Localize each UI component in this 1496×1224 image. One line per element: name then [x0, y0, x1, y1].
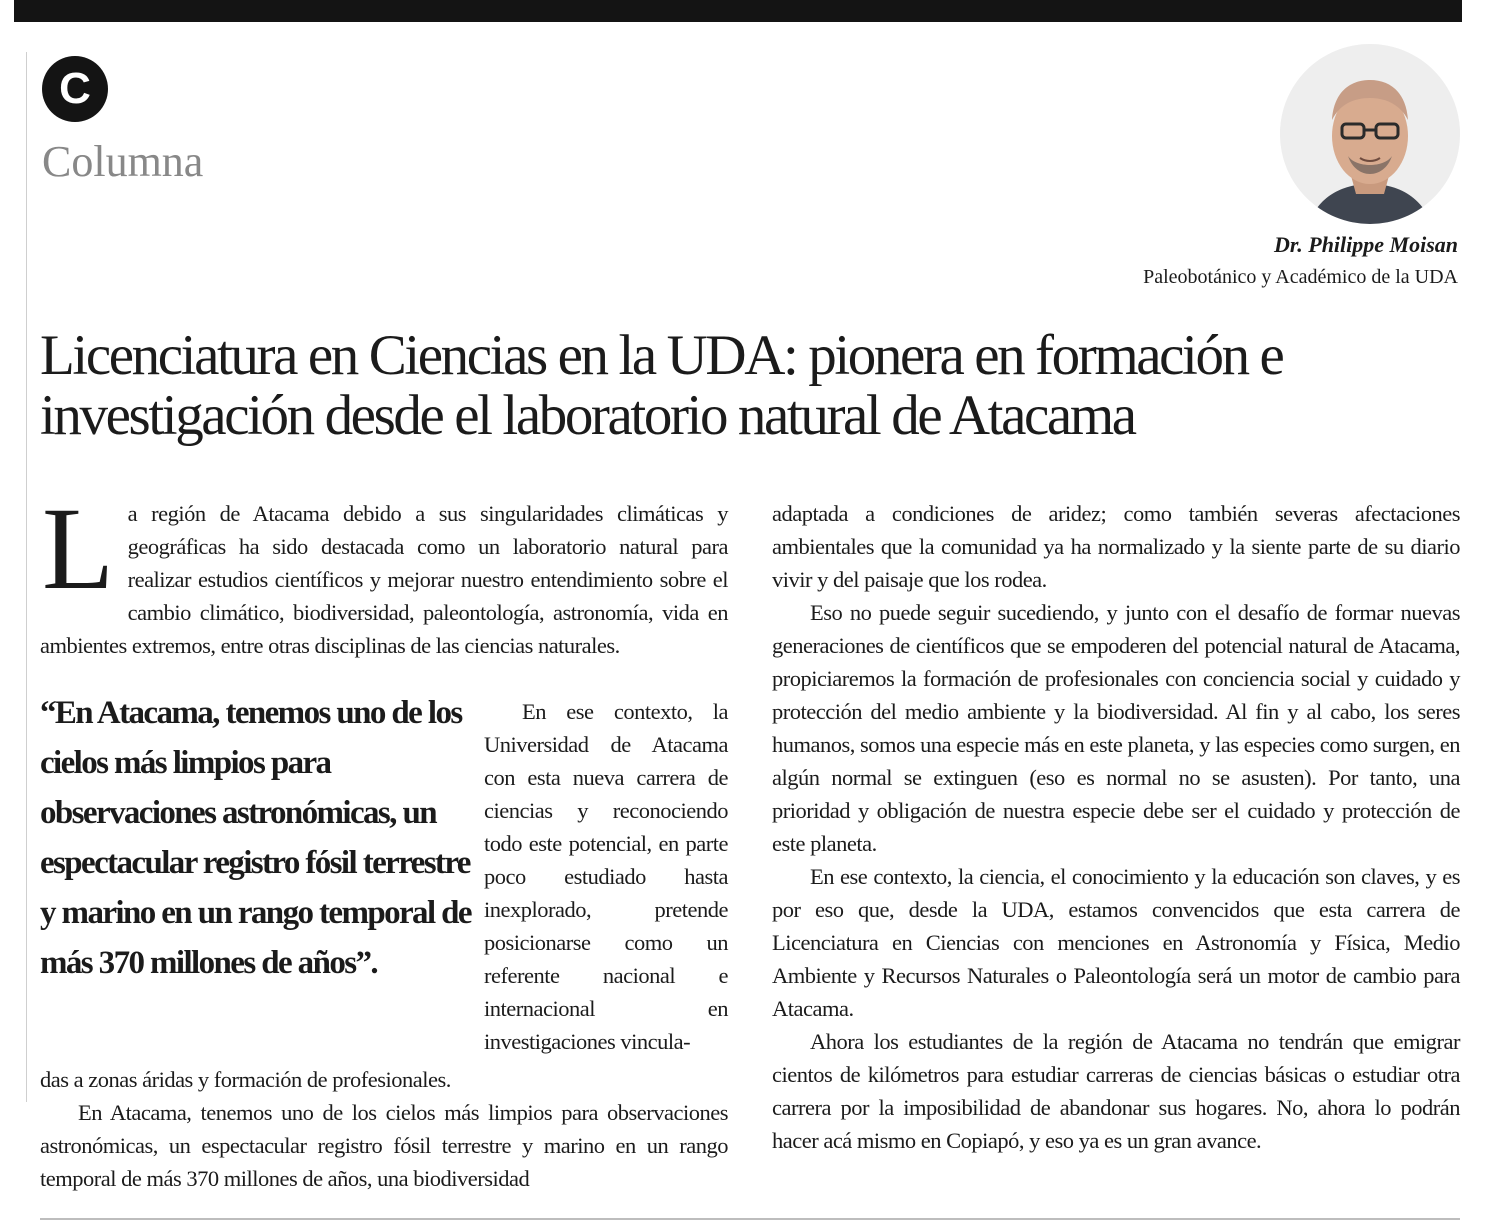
- paragraph-context-continued: das a zonas áridas y formación de profesionales.: [40, 1067, 451, 1092]
- paragraph-challenge: Eso no puede seguir sucediendo, y junto con el desafío de formar nuevas generaciones de científicos que se empoderen del potencial natural de Atacama, propiciaremos la formación de profesionales con conciencia social y cuidado y protección del medio ambiente y la biodiversidad. Al fin y al cabo, los seres humanos, somos una especie más en este planeta, y las especies como surgen, en algún normal se extinguen (eso es normal no se asusten). Por tanto, una prioridad y obligación de nuestra especie debe ser el cuidado y protección de este planeta.: [772, 600, 1460, 856]
- top-rule: [14, 0, 1462, 22]
- section-label: Columna: [42, 137, 204, 186]
- drop-cap: L: [42, 483, 114, 614]
- paragraph-atacama: En Atacama, tenemos uno de los cielos más limpios para observaciones astronómicas, un espectacular registro fósil terrestre y marino en un rango temporal de más 370 millones de años, una biodiversidad: [40, 1100, 728, 1191]
- author-photo-icon: [1280, 44, 1460, 224]
- left-column-intro: [40, 483, 728, 662]
- bottom-rule: [40, 1218, 1460, 1220]
- author-name: Dr. Philippe Moisan: [1274, 232, 1458, 257]
- column-badge: C: [42, 56, 108, 122]
- left-column-narrow: [484, 695, 728, 1058]
- right-column: [772, 497, 1460, 1157]
- author-role: Paleobotánico y Académico de la UDA: [1143, 266, 1458, 288]
- paragraph-students: Ahora los estudiantes de la región de Atacama no tendrán que emigrar cientos de kilómetros para estudiar carreras de ciencias básicas o estudiar otra carrera por la imposibilidad de abandonar sus hogares. No, ahora lo podrán hacer acá mismo en Copiapó, y eso ya es un gran avance.: [772, 1029, 1460, 1153]
- intro-paragraph: [40, 483, 728, 662]
- intro-text: a región de Atacama debido a sus singularidades climáticas y geográficas ha sido destacada como un laboratorio natural para realizar estudios científicos y mejorar nuestro entendimiento sobre el cambio climático, biodiversidad, paleontología, astronomía, vida en ambientes extremos, entre otras disciplinas de las ciencias naturales.: [40, 501, 728, 658]
- paragraph-context: En ese contexto, la Universidad de Atacama con esta nueva carrera de ciencias y reconociendo todo este potencial, en parte poco estudiado hasta inexplorado, pretende posicionarse como un referente nacional e internacional en investigaciones vincula-: [484, 699, 728, 1054]
- author-portrait: [1280, 44, 1460, 224]
- side-rule: [26, 52, 27, 1102]
- paragraph-atacama-continued: adaptada a condiciones de aridez; como también severas afectaciones ambientales que la comunidad ya ha normalizado y la siente parte de su diario vivir y del paisaje que los rodea.: [772, 501, 1460, 592]
- paragraph-education: En ese contexto, la ciencia, el conocimiento y la educación son claves, y es por eso que, desde la UDA, estamos convencidos que esta carrera de Licenciatura en Ciencias con menciones en Astronomía y Física, Medio Ambiente y Recursos Naturales o Paleontología será un motor de cambio para Atacama.: [772, 864, 1460, 1021]
- article-headline: Licenciatura en Ciencias en la UDA: pionera en formación e investigación desde el laboratorio natural de Atacama: [40, 324, 1283, 447]
- pull-quote: “En Atacama, tenemos uno de los cielos más limpios para observaciones astronómicas, un espectacular registro fósil terrestre y marino en un rango temporal de más 370 millones de años”.: [40, 695, 471, 981]
- left-column-lower: [40, 1063, 728, 1195]
